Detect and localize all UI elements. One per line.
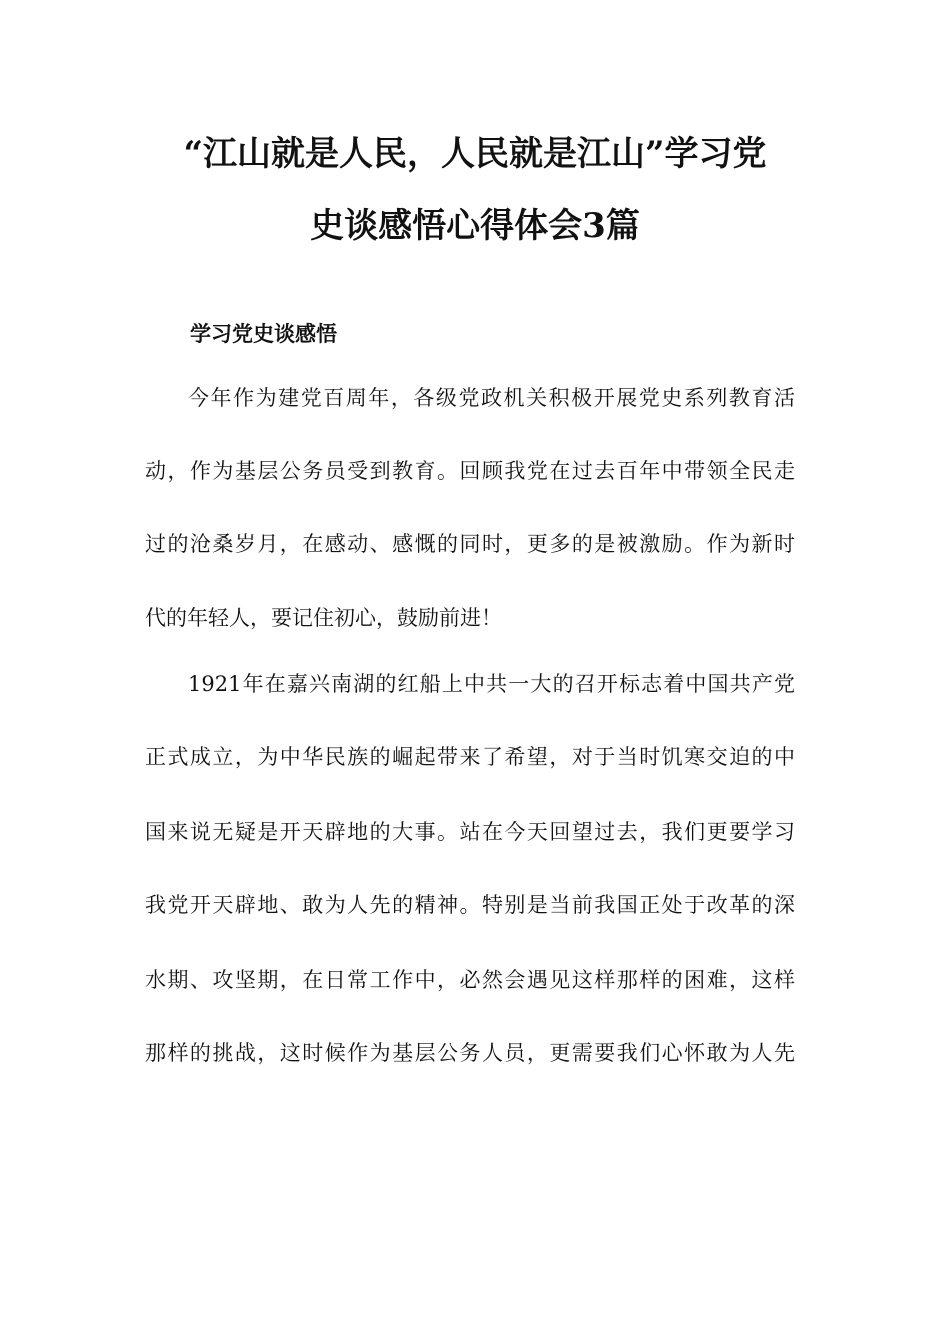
section-heading: 学习党史谈感悟: [190, 321, 337, 346]
paragraph-line: 我党开天辟地、敢为人先的精神。特别是当前我国正处于改革的深: [145, 893, 795, 917]
paragraph-line: 今年作为建党百周年，各级党政机关积极开展党史系列教育活: [188, 386, 795, 410]
paragraph-line: 代的年轻人，要记住初心，鼓励前进！: [145, 606, 502, 630]
paragraph-line: 国来说无疑是开天辟地的大事。站在今天回望过去，我们更要学习: [145, 820, 795, 844]
document-title-line-2: 史谈感悟心得体会3篇: [310, 206, 640, 246]
paragraph-line: 那样的挑战，这时候作为基层公务人员，更需要我们心怀敢为人先: [145, 1041, 795, 1065]
paragraph-line: 1921年在嘉兴南湖的红船上中共一大的召开标志着中国共产党: [188, 672, 795, 696]
paragraph-line: 水期、攻坚期，在日常工作中，必然会遇见这样那样的困难，这样: [145, 968, 795, 992]
paragraph-line: 动，作为基层公务员受到教育。回顾我党在过去百年中带领全民走: [145, 459, 795, 483]
paragraph-line: 过的沧桑岁月，在感动、感慨的同时，更多的是被激励。作为新时: [145, 532, 795, 556]
paragraph-line: 正式成立，为中华民族的崛起带来了希望，对于当时饥寒交迫的中: [145, 745, 795, 769]
document-title-line-1: “江山就是人民，人民就是江山”学习党: [183, 134, 767, 174]
